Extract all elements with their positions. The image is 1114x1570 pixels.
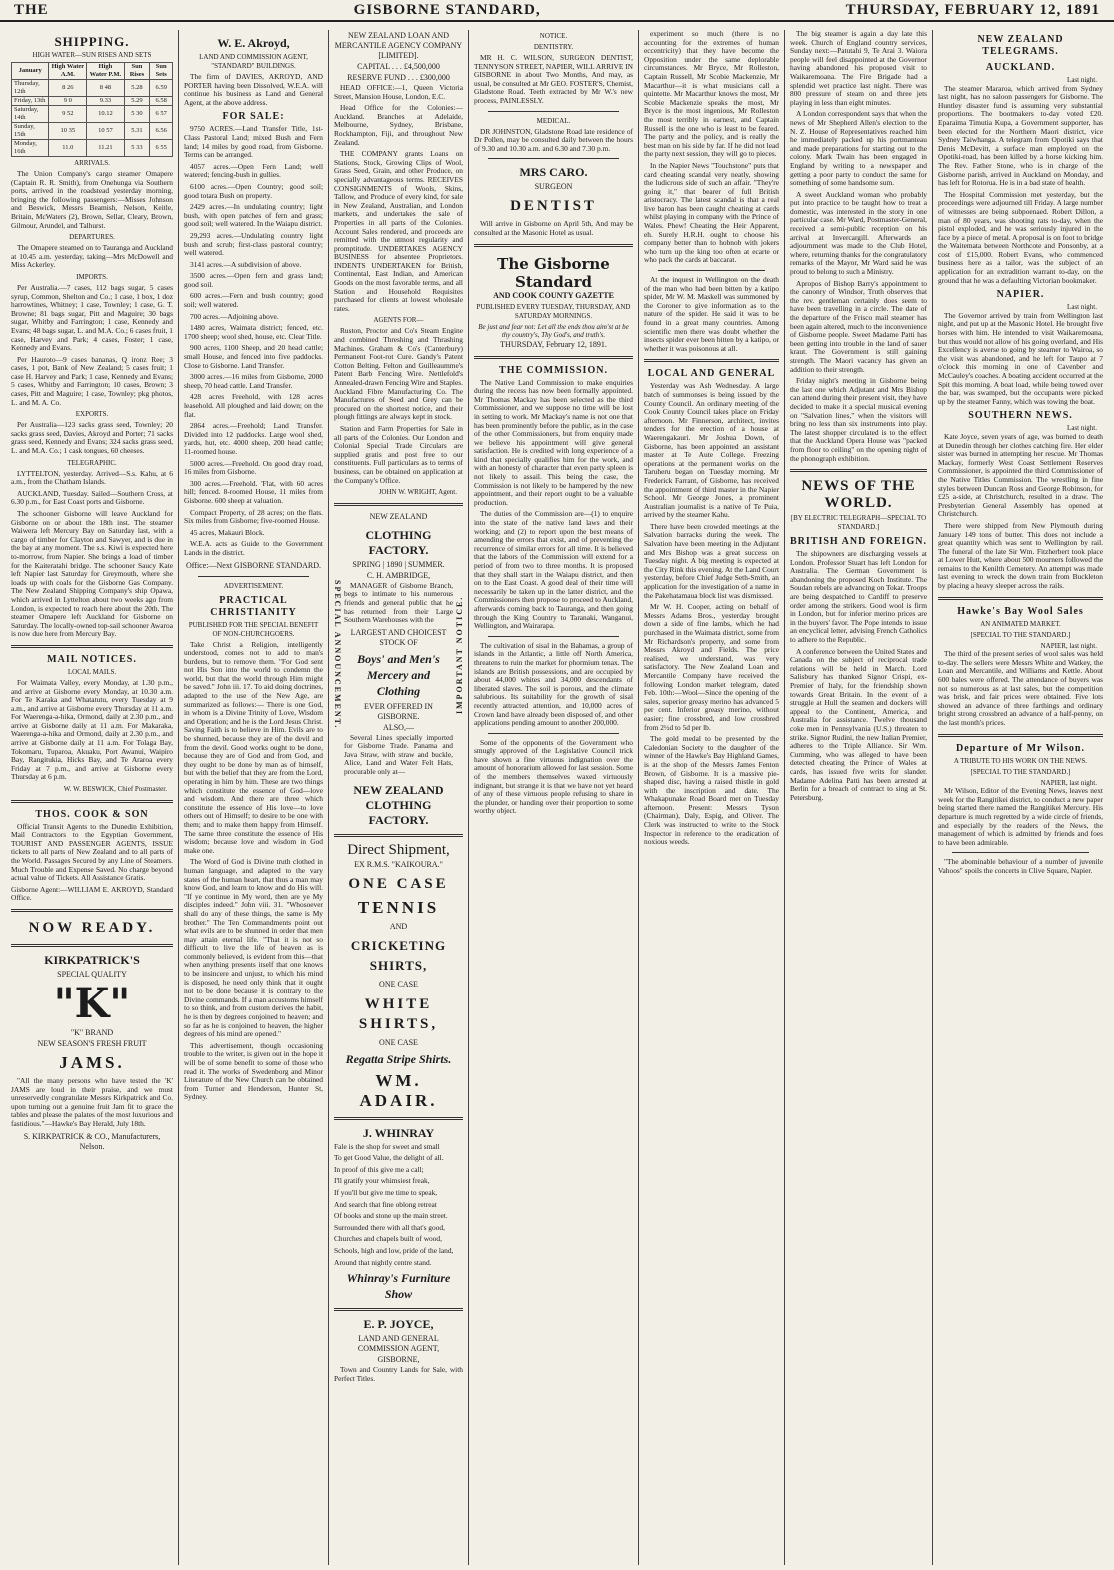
list-item: Compact Property, of 28 acres; on the flats. Six miles from Gisborne; five-roomed House. <box>184 507 323 526</box>
southern-heading: SOUTHERN NEWS. <box>968 410 1073 422</box>
johnston-text: DR JOHNSTON, Gladstone Road late residence of Dr Pollen, may be consulted daily between the hours of 9.30 and 10.30 a.m. and 6.30 and 7.30 p.m. <box>474 126 633 153</box>
southern-text: Kate Joyce, seven years of age, was burned to death at Dunedin through her clothes catching fire. Her elder sister was burned in attempting her rescue. Mr Thomas Mackay, formerly West Coast Settlement Reserves Commissioner, is appointed the third Commissioner of the Native Titles Commission. The wrestling in fine styles between Duncan Ross and George Robinson, for £25 a-side, at Christchurch, resulted in a draw. The Presbyterian General Assembly has opened at Christchurch. <box>938 431 1103 519</box>
tide-cell: 9 0 <box>49 97 87 106</box>
table-row <box>12 80 173 97</box>
joyce-subheading: LAND AND GENERAL COMMISSION AGENT, <box>357 1334 440 1354</box>
departures-heading: DEPARTURES. <box>69 233 115 242</box>
tide-cell: Saturday, 14th <box>12 106 49 123</box>
shipping-heading: SHIPPING. <box>54 34 130 49</box>
akroyd-subheading: LAND AND COMMISSION AGENT, "STANDARD" BUILDINGS. <box>199 53 308 70</box>
commission-text-4: Some of the opponents of the Government who smugly approved of the Legislative Council trick have shown a fine virtuous indignation over the amount of honorarium allowed for last session. Some of the members themselves waxed virtuously indignant, but strange it is that we have not yet heard of any of these virtuous people refusing to share in the plunder, or handing over their proportion to some worthy object. <box>474 737 633 816</box>
arrivals-heading: ARRIVALS. <box>74 159 110 167</box>
nzl-text: THE COMPANY grants Loans on Stations, Stock, Growing Clips of Wool, Grass Seed, Grain, and other Produce, on specially advantageous terms. RECEIVES CONSIGNMENTS of Wools, Skins, Tallow, and Produce of every kind, for sale in New Zealand, Australian, and London markets, and undertakes the sale of Properties in all parts of the Colonies. Account Sales rendered, and proceeds are remitted with the utmost regularity and promptitude. UNDERTAKES AGENCY BUSINESS for absentee Proprietors. INDENTS UNDERTAKEN for British, Continental, East Indian, and American Goods on the most favorable terms, and all Station and Household Requisites purchased for clients at lowest wholesale rates. <box>334 149 463 313</box>
tide-header-row <box>12 63 173 80</box>
exports-text: Per Australia—123 sacks grass seed, Townley; 20 sacks grass seed, Davies, Akroyd and Porter; 71 sacks grass seed, Kennedy and Evans; 324 sacks grass seed, L. and M.A. Co.; 1 cask tongues, 60 cheeses. <box>11 420 173 456</box>
mail-signature: W. W. BESWICK, Chief Postmaster. <box>63 785 167 794</box>
commission-text-2: The duties of the Commission are—(1) to enquire into the state of the native land laws and their working; and (2) to report upon the best means of amending the errors that exist, and of preventing the recurrence of similar errors for all time. It is believed that the labors of the Commission will extend for a period of from two to three months. It is proposed that they shall start in the Waiapu district, and then on to the East Coast. A good deal of their time will necessarily be taken up in the latter district, and the Commissioners then propose to proceed to Auckland, afterwards coming back to Tauranga, and then going through the King Country to Taranaki, Wanganui, Wellington, and Wairarapa. <box>474 509 633 631</box>
table-row <box>12 140 173 157</box>
paper-motto: Be just and fear not: Let all the ends thou aim'st at be thy country's, Thy God's, and truth's. <box>478 322 629 339</box>
column-7 <box>932 30 1108 1565</box>
akroyd-heading: W. E. Akroyd, <box>217 36 290 50</box>
tide-cell: 9.33 <box>87 97 124 106</box>
divider <box>644 359 779 362</box>
list-item: 5000 acres.—Freehold. On good dray road, 16 miles from Gisborne. <box>184 458 323 477</box>
napier-text: The Governor arrived by train from Wellington last night, and put up at the Masonic Hotel. He brought five horses with him. He intended to visit Waikaremoana, but thus would not allow of his going overland, and His Excellency is averse to going by steamer to Wairoa, so the visit was abandoned, and he left for Taupo at 7 o'clock this morning in one of Cavenber and McCauley's coaches. A boating accident occurred at the Spit this morning. A boat load, while being towed over the bar, was swamped, but the occupants were picked up by the steamer Fanny, which was towing the boat. <box>938 310 1103 406</box>
kirkpatrick-text: "All the many persons who have tested the 'K' JAMS are loud in their praise, and we must unreservedly congratulate Messrs Kirkpatrick and Co. upon turning out a genuine fruit Jam fit to grace the tables and please the palates of the most luxurious and fastidious."—Hawke's Bay Herald, July 18th. <box>11 1075 173 1128</box>
tennis: TENNIS <box>357 897 440 917</box>
tide-col-0: January <box>12 63 49 80</box>
divider <box>488 111 619 112</box>
nzl-reserve: RESERVE FUND . . . £300,000 <box>347 73 450 82</box>
mail-subheading: LOCAL MAILS. <box>67 667 117 676</box>
clothing-footer: NEW ZEALAND CLOTHING FACTORY. <box>353 782 444 827</box>
kirkpatrick-signature: S. KIRKPATRICK & CO., Manufacturers, Nelson. <box>23 1131 161 1151</box>
column-4 <box>468 30 638 1565</box>
clothing-largest: LARGEST AND CHOICEST STOCK OF <box>350 627 447 647</box>
advertisement-label: ADVERTISEMENT. <box>223 581 284 590</box>
news-of-world-heading: NEWS OF THE WORLD. <box>801 478 916 512</box>
list-item: 428 acres Freehold, with 128 acres leasehold. All ploughed and laid down; on the flat. <box>184 392 323 419</box>
clothing-text: MANAGER of Gisborne Branch, begs to intimate to his numerous friends and general public that he has returned from their Large Southern Warehouses with the <box>344 580 453 625</box>
kirkpatrick-heading: KIRKPATRICK'S <box>44 952 140 967</box>
mail-text: For Waimata Valley, every Monday, at 1.30 p.m., and arrive at Gisborne every Monday, at 10.30 a.m. For Te Karaka and Whatatutu, every Tuesday at 9 a.m., and arrive at Gisborne every Thursday at 11 a.m. For Waerenga-a-hika, Ormond, daily at 2.30 p.m., and arrive at Gisborne daily at 11 a.m. For Makaraka, Waerenga-a-hika and Ormond, daily at 2.30 p.m., and arrive at Gisborne daily at 11 a.m. For Tolaga Bay, Tokomaru, Tuparoa, Akuaku, Port Awanui, Waipiro Bay, Rangitukia, Hicks Bay, and Te Araroa every Friday at 7 p.m., and arrive at Gisborne every Thursday at 6 p.m. <box>11 677 173 782</box>
regatta-shirts: Regatta Stripe Shirts. <box>345 1051 452 1066</box>
british-foreign-heading: BRITISH AND FOREIGN. <box>790 536 927 548</box>
paper-date: THURSDAY, February 12, 1891. <box>500 339 607 349</box>
divider <box>334 503 463 506</box>
clothing-season: SPRING | 1890 | SUMMER. <box>352 559 445 569</box>
column-3 <box>328 30 468 1565</box>
for-sale-heading: FOR SALE: <box>222 111 285 123</box>
southern-date: Last night. <box>1067 424 1097 433</box>
tide-cell: Monday, 16th <box>12 140 49 157</box>
clothing-heading-2: CLOTHING FACTORY. <box>365 527 432 557</box>
practical-text-3: This advertisement, though occasioning trouble to the writer, is given out in the hope it will be of some benefit to some of those who read it. The works of Swedenborg and Minor Literature of the New Church can be obtained from Turner and Henderson, Hunter St, Sydney. <box>184 1040 323 1102</box>
list-item: 300 acres.—Freehold. 'Flat, with 60 acres hill; fenced. 8-roomed House, 11 miles from Gisborne. 600 sheep at valuation. <box>184 478 323 505</box>
clothing-factory-ad <box>334 512 463 828</box>
hawkes-text: The third of the present series of wool sales was held to-day. The sellers were Messrs White and Watkey, the Loan and Mercantile, and Williams and Kettle. About 600 bales were offered. The attendance of buyers was not so numerous as at last sales, but the competition was brisk, and fair prices were obtained. Five lots showed an advance of three farthings and ordinary bright strong crossbred an advance of a half-penny, on the last month's prices. <box>938 649 1103 727</box>
telegraphic-text-1: LYTTELTON, yesterday. Arrived—S.s. Kahu, at 6 a.m., from the Chatham Islands. <box>11 468 173 487</box>
now-ready: NOW READY. <box>28 919 156 936</box>
special-announcement-label: SPECIAL ANNOUNCEMENT. <box>333 580 342 730</box>
british-foreign-text: The shipowners are discharging vessels at London. Professor Stuart has left London for Australia. The German Government is abandoning the proposed Koch Institute. The Soudan rebels are advancing on Tokar. Troops are being despatched to Cardiff to preserve order among the strikers. Good wool is firm in London, but for inferior merino prices are in the buyers' favor. The Pope intends to issue an encyclical letter, advising French Catholics to adhere to the Republic. <box>790 549 927 645</box>
divider <box>11 645 173 648</box>
local-text-4: The gold medal to be presented by the Caledonian Society to the daughter of the winner of the Hawke's Bay Highland Games, is at the shop of the Messrs James Fenton Brown, of Gisborne. It is a massive pie-shaped disc, having a raised thistle in gold with the inscription and date. The Whakapunake Road Board met on Tuesday afternoon. Present: Messrs Tyson (Chairman), Daly, Espig, and Oliver. The Clerk was instructed to write to the Stock Inspector in reference to the eradication of noxious weeds. <box>644 734 779 847</box>
commission-heading: THE COMMISSION. <box>499 364 608 376</box>
tide-cell: Friday, 13th <box>12 97 49 106</box>
nzl-signature: JOHN W. WRIGHT, Agent. <box>378 488 457 497</box>
col5-text-3: At the inquest in Wellington on the death of the man who had been bitten by a katipo spider, Mr W. M. Maskell was summoned by the Coroner to give information as to the nature of the spider. He said it was to be found in a great many countries. Among scientific men there was doubt whether the insects spider ever been bitten by a katipo, or whether it was poisonous at all. <box>644 275 779 353</box>
divider <box>198 576 309 577</box>
clothing-hats: Several Lines specially imported for Gisborne Trade. Panama and Java Straw, with straw and buckle, Alice, Land and Water Felt Hats, procurable only at— <box>344 732 453 777</box>
cricketing-shirts: CRICKETING SHIRTS, <box>350 937 447 973</box>
local-text: Yesterday was Ash Wednesday. A large batch of summonses is being issued by the County Council. An ordinary meeting of the Cook County Council takes place on Friday afternoon. Mr Finnerson, architect, invites tenders for the erection of a house at Waerengakauri. Mr Joshua Down, of Gisborne, has been appointed an assistant master at Te Aute College. Freezing operations at the permanent works on the Taruheru began on Tuesday morning. Mr Frederick Farrant, of Gisborne, has received the appointment of third master in the Napier School. Mr George Jones, a prominent Australian journalist is a native of Te Puia, arrived by the steamer Kahu. <box>644 381 779 520</box>
tide-col-1: High Water A.M. <box>49 63 87 80</box>
hawkes-date: NAPIER, last night. <box>1040 641 1097 650</box>
list-item: 2429 acres.—In undulating country; light bush, with open patches of fern and grass; good soil; well watered. In the Waiapu district. <box>184 202 323 229</box>
list-item: To get Good Value, the delight of all. <box>334 1153 444 1163</box>
list-item: 3500 acres.—Open fern and grass land; good soil. <box>184 271 323 289</box>
tide-cell: Thursday, 12th <box>12 80 49 97</box>
one-case-3: ONE CASE <box>379 1037 418 1047</box>
departures-text: The Omapere steamed on to Tauranga and Auckland at 10.45 a.m. yesterday, taking—Mrs McDowell and Miss Ackerley. <box>11 243 173 270</box>
caro-dentist: DENTIST <box>510 198 597 215</box>
agents-text: Ruston, Proctor and Co's Steam Engine and combined Threshing and Thrashing Machines. Graham & Co's (Canterbury) Permanent Foot-rot Cure. Gandy's Patent Cotton Belting. Felton and Guilleaumme's Patent Barb Fencing Wire. Nettlefold's Annealed-drawn Fencing Wire and Staples. Auckland Fibre Manufacturing Co. The Manufactures of Seed and Grey can be procured on the shortest notice, and their plough fittings are always kept in stock. <box>334 326 463 422</box>
hawkes-sub: AN ANIMATED MARKET. <box>980 619 1061 628</box>
table-row <box>12 106 173 123</box>
british-foreign-text-2: A conference between the United States and Canada on the subject of reciprocal trade relations will be held in March. Lord Salisbury has thanked Signor Crispi, ex-Premier of Italy, for the friendship shown towards Great Britain. In the event of a struggle at Hull the seamen and dockers will appeal to the Continent, America, and Australia for assistance. Twelve thousand coke men in Pennsylvania (U.S.) threaten to strike. Signor Rudini, the new Italian Premier, adheres to the Triple Alliance. Sir Wm. Cumming, who was alleged to have been detected cheating the Prince of Wales at cards, has issued five writs for slander. Madame Adelina Patti has been arrested at Berlin for a breach of contract to sing at St. Petersburg. <box>790 646 927 802</box>
clothing-manager: C. H. AMBRIDGE, <box>366 570 431 580</box>
exports-heading: EXPORTS. <box>75 410 109 419</box>
news-of-world-sub: [BY ELECTRIC TELEGRAPH—SPECIAL TO STANDARD.] <box>790 514 927 532</box>
auckland-date: Last night. <box>1067 76 1097 84</box>
wilson-date: NAPIER, last night. <box>1040 778 1097 787</box>
shipping-notes: The schooner Gisborne will leave Auckland for Gisborne on or about the 18th inst. The steamer Waiwera left Mercury Bay on Saturday last, with a cargo of timber for Clayton and Sawyer, and is due in the bay at any moment. The s.s. Kiwi is expected here to-morrow, from Napier. She brings a load of timber for the Kaiteratahi bridge. The schooner Saucy Kate left Napier last Saturday for Greymouth, where she loads up with coals for the Gisborne Gas Company. The New Zealand Shipping Company's ship Opawa, which arrived in Lyttelton about two weeks ago from London, is expected to reach here about the 20th. The steamer Omapere left Auckland for Gisborne on Saturday. The locally-owned top-sail schooner Awaroa is now due here from Mercury Bay. <box>11 509 173 639</box>
agents-heading: AGENTS FOR— <box>373 316 424 325</box>
telegraphic-heading: TELEGRAPHIC. <box>67 458 117 467</box>
imports-heading: IMPORTS. <box>76 272 108 281</box>
col6-text-1: The big steamer is again a day late this week. Church of England country services, Sunday next:—Patutahi 9, Te Arai 3. Waiora people will feel disappointed at the Governor having abandoned his proposed visit to Waikaremoana. The Fire Brigade had a splendid wet practice last night. There was 800 pressure of steam on and three jets playing in less than eight minutes. <box>790 30 927 107</box>
list-item: 6100 acres.—Open Country; good soil; good totara Bush on property. <box>184 181 323 200</box>
tide-cell: 6.56 <box>150 123 173 140</box>
divider <box>938 734 1103 737</box>
cook-heading: THOS. COOK & SON <box>35 808 149 820</box>
list-item: In proof of this give me a call; <box>334 1164 424 1174</box>
paper-subtitle: AND COOK COUNTY GAZETTE <box>493 290 614 300</box>
tide-cell: 10 35 <box>49 123 87 140</box>
col5-text-1: experiment so much (there is no accounting for the extremes of human eccentricity) that they have become the Opposition under the same deplorable circumstances. Mr Bryce, Mr Rolleston, Captain Russell, Mr Scobie Mackenzie, Mr Macarthur—it is what musicians call a quintette. Mr Macarthur knows the most, Mr Scobie Mackenzie speaks the most, Mr Bryce is the most ingenious, Mr Rolleston the most terribly in earnest, and Captain Russell is the one who is least to be feared. The party and the policy, and is really the best man on his side by far. If he did not lead the party next session, they will go to pieces. <box>644 30 779 159</box>
col5-text-2: In the Napier News "Touchstone" puts that card cheating scandal very neatly, showing the ludicrous side of such an affair. "They're going it," that bearer of full British aristocracy. The latest scandal is that a real live baron has been caught cheating at cards whilst playing in company with the Prince of Wales. Phew! Cheating the Heir Apparent, eh. Surely H.R.H. ought to choose his company better than to hobnob with jokers who turn up the king too often at ecarte or who pack the cards at baccarat. <box>644 160 779 265</box>
practical-text: Take Christ a Religion, intelligently understood, comes not to add to man's burdens, but to remove them. "For God sent not His Son into the world to condemn the world, but that the world through Him might be saved." John iii. 17. To aid doing doctrines, adapted to the use of the New Age, are summarized as follows:— There is one God, in whom is a Divine Trinity of Love, Wisdom and Operation; and he is the Lord Jesus Christ. Saving Faith is to believe in Him. Evils are to be shunned, because they are of the devil and from the devil. Good works ought to be done, because they are of God and from God, and they ought to be done by man as of himself, but with the belief that they are from the Lord, operating in him by him. These are two things which constitute the essence of God—love and wisdom. And there are three which constitute the essence of His love—to love others out of Himself; to desire to be one with them; and to make them happy from Himself. The same three constitute the essence of His wisdom; because love and wisdom in God make one. <box>184 639 323 855</box>
tide-col-2: High Water P.M. <box>87 63 124 80</box>
caro-sub: SURGEON <box>534 182 573 192</box>
whinray-footer: Whinray's Furniture Show <box>346 1271 451 1302</box>
sale-office: Office:—Next GISBORNE STANDARD. <box>186 560 321 570</box>
divider <box>790 469 927 472</box>
local-text-3: Mr W. H. Cooper, acting on behalf of Messrs Adams Bros., yesterday brought down a side of fine lambs, which he had purchased in the Waimata district, some from Mr Richardson's property, and some from Messrs Akroyd and Fields. The price realised, we understand, was very satisfactory. The New Zealand Loan and Mercantile Company have received the following London market telegram, dated Feb. 10th:—Wool—Since the opening of the sales, superior greasy merino has advanced 5 per cent. Inferior greasy merino, without easier; fine crossbred, and low crossbred from 2½d to 5d per lb. <box>644 602 779 732</box>
practical-text-2: The Word of God is Divine truth clothed in human language, and adapted to the vary states of the human heart, that thus a man may know God, and learn to know and do His will. "If ye continue in My word, then are ye My disciples indeed." John viii. 31. "Whosoever shall do any of these things, the same is My brother." The Ten Commandments point out what evils are to be shunned in order that men may attain eternal life. "That it is not so difficult to live the life of heaven as is commonly believed, is evident from this—that when anything presents itself that one knows to be insincere and unjust, to which his mind is disposed, he need only think that it ought not to be done because it is contrary to the Divine commands. If a man accustoms himself to so think, and from custom derives the habit, he is then by degrees conjoined to heaven; and so far as he is conjoined to heaven, the higher degrees of his mind are opened." <box>184 857 323 1039</box>
paper-title: The Gisborne Standard <box>497 254 610 291</box>
divider <box>11 800 173 803</box>
divider <box>11 944 173 947</box>
divider <box>938 597 1103 600</box>
wilson-heading: Departure of Mr Wilson. <box>956 742 1085 754</box>
divider <box>334 1308 463 1311</box>
col6-text-4: Apropos of Bishop Barry's appointment to the canonry of Windsor, Truth observes that the rev. gentleman certainly does seem to have been travelling in a circle. The date of the departure of the Frisco mail steamer has been again altered, much to the inconvenience of Gisborne people. Sweet Madame Patti has been getting into trouble in the land of sauer kraut. The Government is still gaining strength. The Maori vacancy has given an addition to their strength. <box>790 278 927 374</box>
tide-cell: 11.21 <box>87 140 124 157</box>
divider <box>474 244 633 247</box>
masthead-the: THE <box>14 1 49 18</box>
tide-cell: 8 26 <box>49 80 87 97</box>
list-item: 2864 acres.—Freehold; Land Transfer. Divided into 12 paddocks. Large wool shed, yards, hut, etc. 4000 sheep, 200 head cattle; 11-roomed house. <box>184 421 323 456</box>
divider <box>658 270 765 271</box>
nz-telegrams-heading: NEW ZEALAND TELEGRAMS. <box>977 34 1064 57</box>
imports-text: Per Australia.—7 cases, 112 bags sugar, 5 cases syrup, Common, Shelton and Co.; 1 case, 1 box, 1 doz harrowtines, Whitney; 1 case, Townley; 1 case, G. T. Browne; 81 bags sugar, Pitt and Maguire; 30 bags sugar, Whitby and Farrington; 1 case, Kennedy and Evans; 48 bags sugar, L. and M.A. Co.; 6 cases fruit, 1 case, Harvey and Park; 4 cases, Foster; 1 case, Kennedy and Evans. <box>11 282 173 353</box>
auckland-text: The steamer Mararoa, which arrived from Sydney last night, has no saloon passengers for Gisborne. The Huntley disaster fund is assuming very substantial proportions. The bootmakers to-day voted £20. Eparaima Timutia Kupa, a Government supporter, has been elected for the Northern Maori district, vice Sydney Taiwhanga. A telegram from Opotiki says that Denis McDevitt, a surface man employed on the Opotiki-road, has been killed by a horse kicking him. The Rev. Father Stone, who is in charge of the Gisborne parish, arrived in Auckland on Monday, and has left for Rotorua. He is in a bad state of health. <box>938 83 1103 188</box>
one-case-2: ONE CASE <box>379 979 418 989</box>
arrivals-text: The Union Company's cargo steamer Omapere (Captain R. R. Smith), from Onehunga via Southern ports, arrived in the roadstead yesterday morning, bringing the following passengers:—Misses Johnson and Beswick, Messrs Beamish, Nelson, Keitle, Britain, McWaters (2), Brown, Sellar, Cleary, Brown, Gilmour, Arundel, and Talhurst. <box>11 169 173 230</box>
nzl-capital: CAPITAL . . . £4,500,000 <box>357 62 440 71</box>
direct-shipment-sub: EX R.M.S. "KAIKOURA." <box>354 859 443 869</box>
column-2 <box>178 30 328 1565</box>
tide-cell: 9 52 <box>49 106 87 123</box>
joyce-text: Town and Country Lands for Sale, with Perfect Titles. <box>334 1365 463 1383</box>
list-item: 3141 acres.—A subdivision of above. <box>190 259 302 269</box>
list-item: Schools, high and low, pride of the land, <box>334 1246 454 1255</box>
wilson-sub: A TRIBUTE TO HIS WORK ON THE NEWS. <box>953 756 1088 765</box>
joyce-place: GISBORNE, <box>377 1355 420 1365</box>
commission-text: The Native Land Commission to make enquiries during the recess has now been formally appointed. Mr Thomas Mackay has been selected as the third Commissioner, and we suppose no time will be lost in setting to work. Mr Mackay's name is not one that has been prominently before the public, as in the case of the other Commissioners, but from enquiry made we believe his appointment will give general satisfaction. He is credited with long experience of a kind that specially qualifies him for the work, and with an honesty of character that even party spleen is not likely to assail. This being the case, the Commission is not likely to be hampered by the new appointment, and their report ought to be a valuable production. <box>474 377 633 507</box>
tide-heading: HIGH WATER—SUN RISES AND SETS <box>32 51 152 59</box>
list-item: If you'll but give me time to speak, <box>334 1188 438 1198</box>
tide-col-4: Sun Sets <box>150 63 173 80</box>
divider <box>334 1117 463 1120</box>
commission-text-3: The cultivation of sisal in the Bahamas, a group of islands in the Atlantic, a little off North America, threatens to ruin the market for phormium tenax. The islands are British possessions, and are occupied by about 44,000 whites and 34,000 descendants of liberated slaves. The soil is porous, and the climate salubrious. Its suitability for the growth of sisal recently attracted attention, and 10,000 acres of Crown land have already been disposed of, and other applications pending amount to another 200,000. <box>474 640 633 728</box>
caro-heading: MRS CARO. <box>519 165 588 180</box>
mail-heading: MAIL NOTICES. <box>47 653 137 665</box>
list-item: I'll gratify your whimsiest freak, <box>334 1176 430 1186</box>
wilson-special: [SPECIAL TO THE STANDARD.] <box>970 767 1071 776</box>
tide-table <box>11 62 173 157</box>
divider <box>488 733 619 734</box>
tide-cell: Sunday, 15th <box>12 123 49 140</box>
practical-heading: PRACTICAL CHRISTIANITY <box>210 594 297 618</box>
list-item: 9750 ACRES.—Land Transfer Title, 1st-Class Pastoral Land; mixed Bush and Fern land; 14 miles by good road, from Gisborne. Terms can be arranged. <box>184 124 323 160</box>
hawkes-heading: Hawke's Bay Wool Sales <box>957 605 1084 617</box>
local-text-2: There have been crowded meetings at the Salvation barracks during the week. The Salvation have been meeting in the Adjutant and Mrs Bishop was a great success on Tuesday night. A big meeting is expected at the City Rink this evening. At the Land Court yesterday, before Chief Judge Seth-Smith, an application for the investigation of a name in the Pakehatamaua block list was dismissed. <box>644 521 779 600</box>
nzl-office: HEAD OFFICE:—1, Queen Victoria Street, Mansion House, London, E.C. <box>334 83 463 101</box>
nzl-heading: NEW ZEALAND LOAN AND MERCANTILE AGENCY COMPANY [LIMITED]. <box>334 31 463 60</box>
tide-cell: 11.0 <box>49 140 87 157</box>
list-item: 3000 acres.—16 miles from Gisborne, 2000 sheep, 70 head cattle. Land Transfer. <box>184 372 323 390</box>
one-case: ONE CASE <box>348 875 449 892</box>
napier-date: Last night. <box>1067 303 1097 312</box>
notice-heading: NOTICE. <box>539 32 568 40</box>
telegraphic-text-2: AUCKLAND, Tuesday. Sailed—Southern Cross, at 6.30 p.m., for East Coast ports and Gisborne. <box>11 488 173 507</box>
cook-text: Official Transit Agents to the Dunedin Exhibition, Mail Contractors to the Egyptian Government, TOURIST AND PASSENGER AGENTS, ISSUE tickets to all parts of New Zealand and to all parts of the World. Passages Secured by any Line of Steamers. Much Trouble and Expense Saved. No charge beyond actual value of Tickets. All Assistance Gratis. <box>11 821 173 883</box>
masthead-date: THURSDAY, FEBRUARY 12, 1891 <box>845 1 1100 18</box>
akroyd-text: The firm of DAVIES, AKROYD, AND PORTER having been Dissolved, W.E.A. will continue his business as Land and General Agent, at the above address. <box>184 72 323 107</box>
important-notice-label: IMPORTANT NOTICE. <box>455 595 464 715</box>
tide-cell: 6 57 <box>150 106 173 123</box>
divider <box>11 909 173 912</box>
wilson-text: Mr Wilson, Editor of the Evening News, leaves next week for the Rangitikei district, to conduct a new paper being started there named the Rangitikei Mercury. His departure is much regretted by a wide circle of friends, and especially by the readers of the News, the management of which is admitted by friends and foes to have been admirable. <box>938 786 1103 847</box>
masthead-title: GISBORNE STANDARD, <box>353 1 541 18</box>
divider <box>488 158 619 159</box>
list-item: 1480 acres, Waimata district; fenced, etc. 1700 sheep; wool shed, house, etc. Clear Title. <box>184 323 323 341</box>
hawkes-special: [SPECIAL TO THE STANDARD.] <box>970 630 1071 639</box>
col6-text-5: Friday night's meeting in Gisborne being the last one which Adjutant and Mrs Bishop can attend during their present visit, they have decided to make it a special musical evening on "Salvation lines," when the visitors will bring no less than six instruments into play. The latest shopper circulated is to the effect that the Auckland Opera House was "packed from floor to ceiling" on the opening night of the phonograph exhibition. <box>790 376 927 463</box>
tide-cell: 6.58 <box>150 97 173 106</box>
col6-text-2: A London correspondent says that when the news of Mr Shepherd Allen's election to the N. Z. House of Representatives reached him he immediately packed up his portmanteau and made preparations for starting out to the colony. Mark Twain has been engaged in England by writing to a newspaper and getting a poor party to conduct the same for something of some handsome sum. <box>790 109 927 188</box>
practical-subheading: PUBLISHED FOR THE SPECIAL BENEFIT OF NON-CHURCHGOERS. <box>188 620 319 638</box>
tide-cell: 6 55 <box>150 140 173 157</box>
joyce-heading: E. P. JOYCE, <box>363 1317 434 1332</box>
clothing-ever: EVER OFFERED IN GISBORNE. <box>364 701 433 721</box>
list-item: Surrounded there with all that's good, <box>334 1222 445 1232</box>
medical-heading: MEDICAL. <box>536 116 571 125</box>
white-shirts: WHITE SHIRTS, <box>358 995 439 1032</box>
table-row <box>12 97 173 106</box>
clothing-also: ALSO,— <box>383 722 414 732</box>
wilson-quote: "The abominable behaviour of a number of juvenile Vahoos" spoils the concerts in Clive Square, Napier. <box>938 857 1103 875</box>
direct-shipment-heading: Direct Shipment, <box>347 841 450 858</box>
list-item: 700 acres.—Adjoining above. <box>190 311 279 321</box>
kirkpatrick-quality: SPECIAL QUALITY <box>57 969 127 979</box>
southern-text-2: There were shipped from New Plymouth during January 149 tons of butter. This does not include a great quantity which was sent to Wellington by rail. The funeral of the late Sir Wm. Fitzherbert took place at Lower Hutt, where about 500 mourners followed the remains to the Kenilth Cemetery. An attempt was made last evening to wreck the down train from Buckleton by placing a heavy sleeper across the rails. <box>938 520 1103 591</box>
masthead <box>0 0 1114 22</box>
list-item: 4057 acres.—Open Fern Land; well watered; fencing-bush in gullies. <box>184 161 323 180</box>
clothing-stock: Boys' and Men's Mercery and Clothing <box>357 651 440 698</box>
kirkpatrick-fruit: NEW SEASON'S FRESH FRUIT <box>37 1038 147 1048</box>
column-1 <box>6 30 178 1565</box>
tide-cell: 10.12 <box>87 106 124 123</box>
tide-cell: 5.31 <box>124 123 150 140</box>
list-item: 900 acres, 1100 Sheep, and 20 head cattle; small House, and fenced into five paddocks. Close to Gisborne. Land Transfer. <box>184 343 323 370</box>
wilson-dentist-text: MR H. C. WILSON, SURGEON DENTIST, TENNYSON STREET, NAPIER, WILL ARRIVE IN GISBORNE in about Two Months, And may, as usual, be consulted at Mr GEO. FOSTER'S, Chemist, Gladstone Road. Teeth extracted by Mr W.'s new process, PAINLESSLY. <box>474 53 633 105</box>
napier-heading: NAPIER. <box>996 289 1045 301</box>
tide-cell: 5 33 <box>124 140 150 157</box>
tide-cell: 5 30 <box>124 106 150 123</box>
list-item: 600 acres.—Fern and bush country; good soil; well watered. <box>184 291 323 310</box>
tide-cell: 6.59 <box>150 80 173 97</box>
list-item: Fale is the shop for sweet and small <box>334 1141 440 1151</box>
tide-cell: 5.28 <box>124 80 150 97</box>
list-item: Of books and stone up the main street. <box>334 1211 448 1221</box>
tide-cell: 10 57 <box>87 123 124 140</box>
cook-signature: Gisborne Agent:—WILLIAM E. AKROYD, Standard Office. <box>11 884 173 903</box>
paper-publication: PUBLISHED EVERY TUESDAY, THURSDAY, AND SATURDAY MORNINGS. <box>476 302 631 320</box>
list-item: Churches and chapels built of wood, <box>334 1234 442 1244</box>
list-item: 29,293 acres.—Undulating country light bush and scrub; first-class pastoral country; well watered. <box>184 230 323 258</box>
col6-text-3: A sweet Auckland woman who probably put into practice to be taught how to treat a domestic, was interested in the story in one particular case. Mr Ward, Postmaster-General, received a semi-public reception on his arrival at Invercargill. Afterwards an adjournment was made to the Club Hotel, where, returning thanks for the congratulatory remarks of the Mayor, Mr Ward said he was proud to belong to such a Ministry. <box>790 189 927 277</box>
list-item: Around that nightly centre stand. <box>334 1257 432 1267</box>
kirkpatrick-k: "K" <box>53 979 131 1027</box>
whinray-heading: J. WHINRAY <box>362 1125 435 1140</box>
auckland-heading: AUCKLAND. <box>985 62 1056 73</box>
imports-text-2: Per Hauroto—9 cases bananas, Q ironz Ree; 3 cases, 1 pot, Bank of New Zealand; 5 cases fruit; 1 case H. Harvey and Park; 1 case, Kennedy and Evans; 5 cases, Whitby and Farrington; 10 cases, Brown; 3 cases, Pitt and Maguire; 1 case, Townley; pkg photos, L. and M. A. Co. <box>11 354 173 407</box>
columns <box>6 30 1108 1565</box>
tide-col-3: Sun Rises <box>124 63 150 80</box>
tide-cell: 8 48 <box>87 80 124 97</box>
table-row <box>12 123 173 140</box>
column-6 <box>784 30 932 1565</box>
local-heading: LOCAL AND GENERAL <box>647 368 776 380</box>
kirkpatrick-jams: JAMS. <box>59 1052 125 1072</box>
divider <box>334 834 463 837</box>
tide-cell: 5.29 <box>124 97 150 106</box>
dentistry-heading: DENTISTRY. <box>533 43 574 51</box>
clothing-heading: NEW ZEALAND <box>369 511 428 521</box>
column-5 <box>638 30 784 1565</box>
caro-text: Will arrive in Gisborne on April 5th, And may be consulted at the Masonic Hotel as usual. <box>474 219 633 237</box>
divider <box>488 636 619 637</box>
nzl-colonies: Head Office for the Colonies:—Auckland. Branches at Adelaide, Melbourne, Sydney, Brisbane, Rockhampton, Fiji, and throughout New Zealand. <box>334 103 463 147</box>
kirkpatrick-brand: "K" BRAND <box>70 1027 114 1037</box>
divider <box>952 852 1089 853</box>
and: AND <box>389 921 408 931</box>
list-item: 45 acres, Makauri Block. <box>190 527 265 537</box>
adair: WM. ADAIR. <box>359 1070 438 1110</box>
list-item: And search that fine oblong retreat <box>334 1199 437 1209</box>
agents-text-2: Station and Farm Properties for Sale in all parts of the Colonies. Our London and Colonial Special Trade Circulars are supplied gratis and post free to our constituents. Full particulars as to terms of business, can be obtained on application at the Company's Office. <box>334 423 463 485</box>
sale-note: W.E.A. acts as Guide to the Government Lands in the district. <box>184 539 323 557</box>
auckland-text-2: The Hospital Commission met yesterday, but the proceedings were adjourned till Friday. A large number of witnesses are being subpoenaed. Robert Dillon, a man of 80 years, was shooting rats to-day, when the pistol exploded, and he was seriously injured in the face by a piece of metal. A proposal is on foot to bridge the Waitemata between Northcote and Ponsonby, at a cost of £15,000. Robert Evans, who commenced business here as a tailor, was the subject of an application for an extradition warrant to-day, on the ground that he was a defaulting Victorian bookmaker. <box>938 189 1103 285</box>
divider <box>474 356 633 359</box>
